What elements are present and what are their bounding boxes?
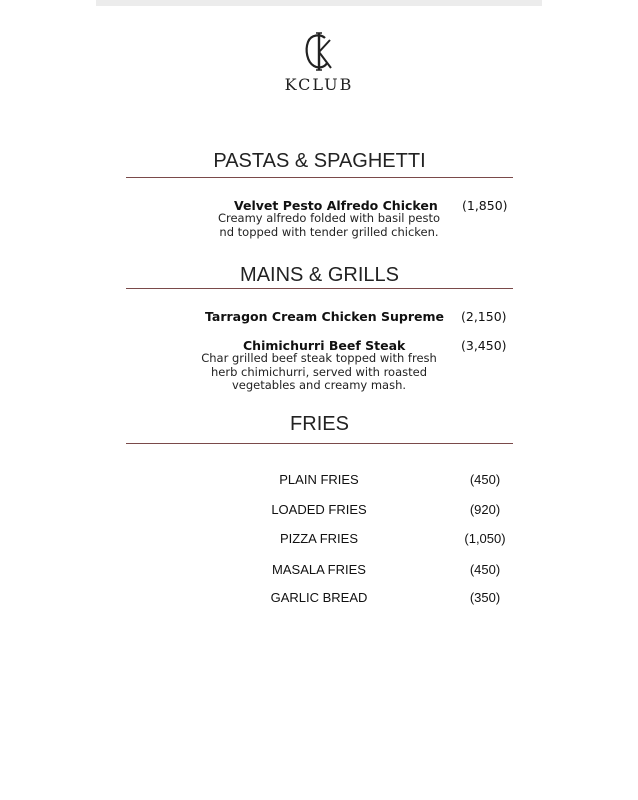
section-title-pastas: PASTAS & SPAGHETTI — [213, 150, 426, 172]
top-edge-bar — [96, 0, 542, 6]
menu-item-price: (2,150) — [461, 309, 507, 324]
fries-item-price: (450) — [469, 562, 501, 577]
fries-item-name: MASALA FRIES — [272, 562, 366, 577]
menu-item-description: Char grilled beef steak topped with fresh herb chimichurri, served with roasted vegetables and creamy mash. — [201, 351, 437, 392]
kc-monogram-icon — [299, 30, 339, 72]
fries-item-price: (450) — [469, 472, 501, 487]
section-divider — [126, 443, 513, 444]
menu-item-price: (3,450) — [461, 338, 507, 353]
fries-item-price: (1,050) — [464, 531, 506, 546]
section-divider — [126, 177, 513, 178]
section-title-mains: MAINS & GRILLS — [240, 264, 399, 286]
section-divider — [126, 288, 513, 289]
fries-item-price: (350) — [469, 590, 501, 605]
menu-item-price: (1,850) — [462, 198, 508, 213]
fries-item-name: GARLIC BREAD — [270, 590, 368, 605]
menu-item-name: Velvet Pesto Alfredo Chicken — [234, 198, 438, 213]
fries-item-name: LOADED FRIES — [271, 502, 367, 517]
fries-item-name: PLAIN FRIES — [279, 472, 359, 487]
fries-item-name: PIZZA FRIES — [279, 531, 358, 546]
menu-item-name: Chimichurri Beef Steak — [243, 338, 406, 353]
menu-item-description: Creamy alfredo folded with basil pesto nd topped with tender grilled chicken. — [217, 211, 441, 239]
fries-item-price: (920) — [469, 502, 501, 517]
section-title-fries: FRIES — [290, 413, 349, 435]
menu-item-name: Tarragon Cream Chicken Supreme — [205, 309, 444, 324]
brand-logo — [0, 30, 638, 94]
brand-name: KCLUB — [284, 75, 354, 94]
